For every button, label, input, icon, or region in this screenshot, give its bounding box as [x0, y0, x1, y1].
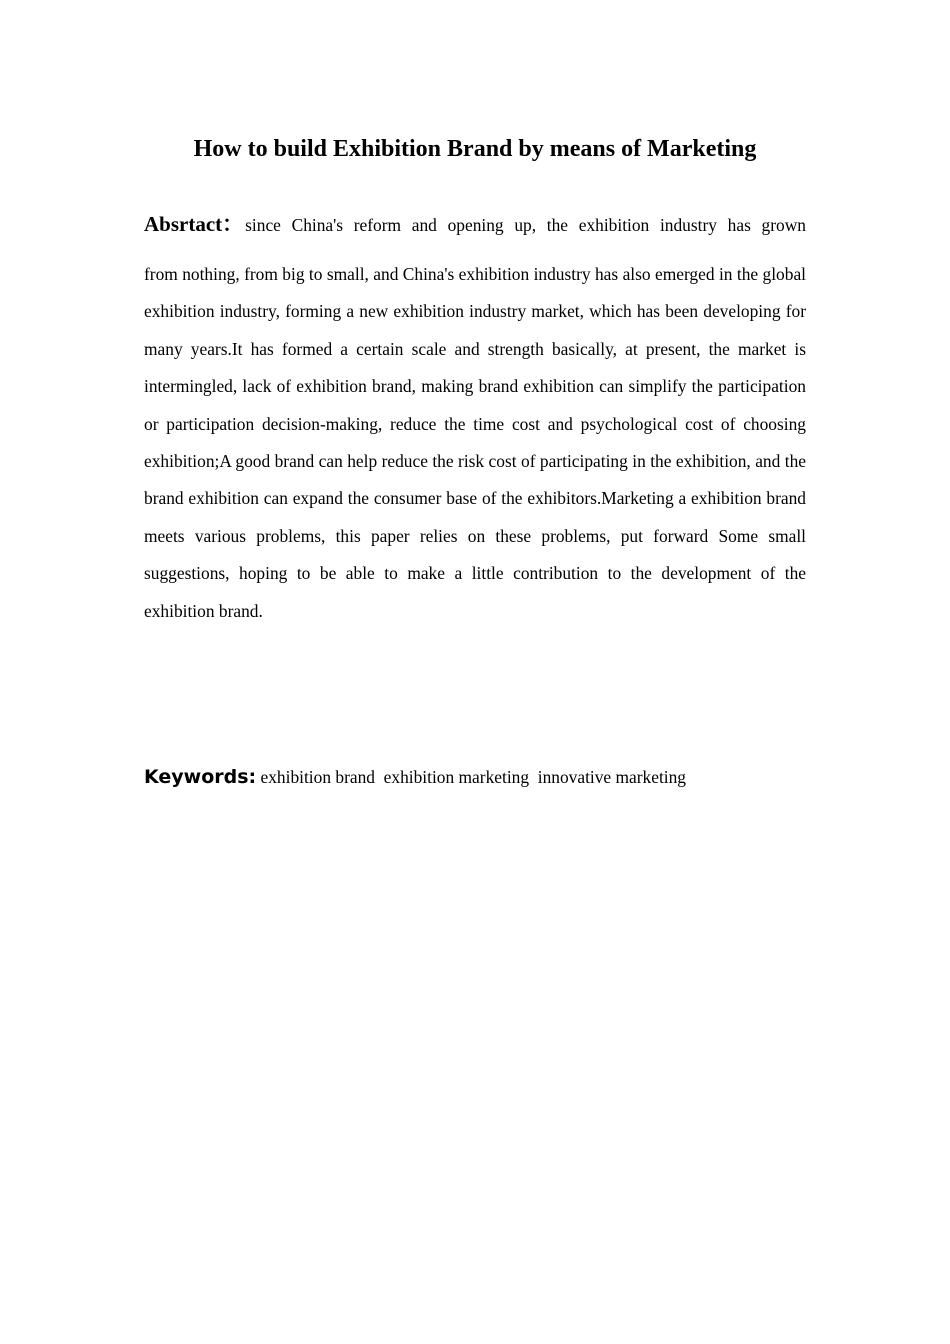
- paper-title: How to build Exhibition Brand by means of Marketing: [193, 136, 757, 162]
- abstract-label: Absrtact：: [144, 212, 244, 236]
- keywords-label: Keywords:: [144, 766, 257, 788]
- abstract-first-text: since China's reform and opening up, the exhibition industry has grown: [245, 215, 806, 235]
- keywords-section: [144, 762, 806, 792]
- abstract-body: from nothing, from big to small, and China's exhibition industry has also emerged in the global exhibition industry, forming a new exhibition industry market, which has been developing for many years.It has formed a certain scale and strength basically, at present, the market is intermingled, lack of exhibition brand, making brand exhibition can simplify the participation or participation decision-making, reduce the time cost and psychological cost of choosing exhibition;A good brand can help reduce the risk cost of participating in the exhibition, and the brand exhibition can expand the consumer base of the exhibitors.Marketing a exhibition brand meets various problems, this paper relies on these problems, put forward Some small suggestions, hoping to be able to make a little contribution to the development of the exhibition brand.: [144, 264, 806, 621]
- abstract-section: [144, 208, 806, 630]
- abstract-first-line: [144, 208, 806, 245]
- keywords-text: exhibition brand exhibition marketing innovative marketing: [256, 767, 686, 787]
